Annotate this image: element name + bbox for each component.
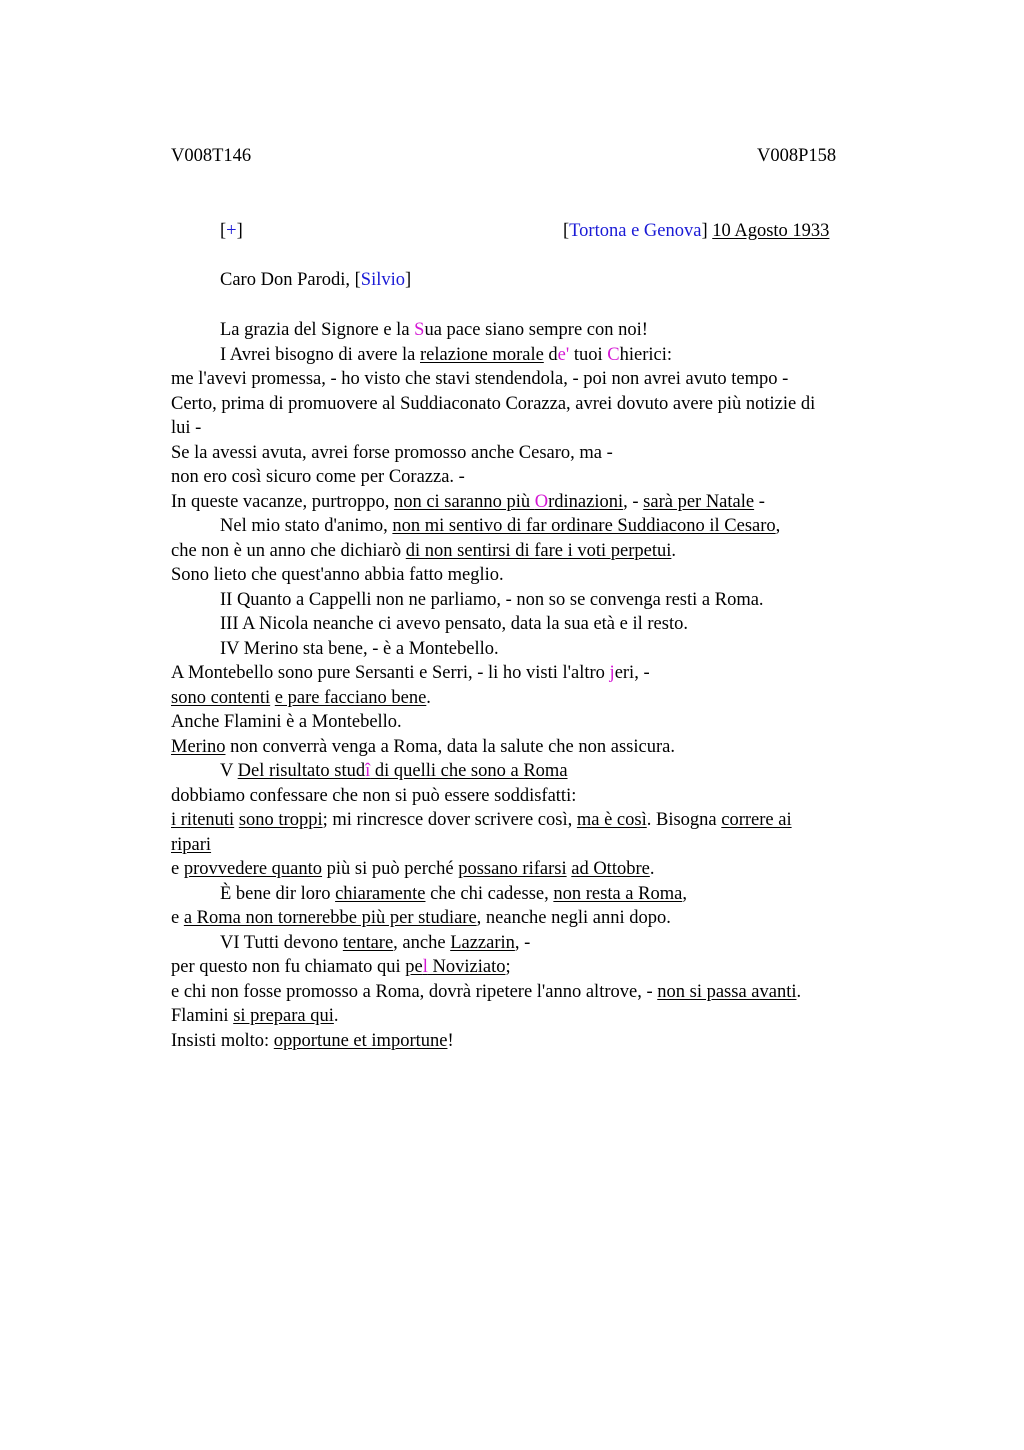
- letter-line: Flamini si prepara qui.: [171, 1006, 339, 1026]
- letter-date: 10 Agosto 1933: [712, 221, 830, 241]
- plus-link[interactable]: +: [226, 221, 237, 241]
- letter-line: Anche Flamini è a Montebello.: [171, 712, 402, 732]
- letter-line: Merino non converrà venga a Roma, data la salute che non assicura.: [171, 736, 675, 757]
- letter-line: Nel mio stato d'animo, non mi sentivo di far ordinare Suddiacono il Cesaro,: [220, 516, 781, 536]
- letter-line: lui -: [171, 418, 202, 438]
- letter-line: V Del risultato studî di quelli che sono a Roma: [220, 761, 568, 781]
- document-code-right: V008P158: [757, 146, 837, 166]
- letter-line: II Quanto a Cappelli non ne parliamo, - non so se convenga resti a Roma.: [220, 589, 764, 610]
- letter-line: dobbiamo confessare che non si può essere soddisfatti:: [171, 785, 577, 806]
- letter-line: VI Tutti devono tentare, anche Lazzarin, -: [220, 932, 531, 953]
- place-date-line: [Tortona e Genova] 10 Agosto 1933: [563, 221, 830, 241]
- letter-line: La grazia del Signore e la Sua pace siano sempre con noi!: [220, 320, 648, 340]
- plus-marker: [+]: [220, 221, 243, 241]
- letter-line: III A Nicola neanche ci avevo pensato, data la sua età e il resto.: [220, 614, 688, 634]
- letter-line: Certo, prima di promuovere al Suddiaconato Corazza, avrei dovuto avere più notizie di: [171, 393, 816, 414]
- place-link[interactable]: Tortona e Genova: [569, 221, 702, 241]
- salutation-name-link[interactable]: Silvio: [360, 270, 406, 290]
- letter-line: I Avrei bisogno di avere la relazione morale de' tuoi Chierici:: [220, 344, 672, 365]
- salutation: Caro Don Parodi, [Silvio]: [220, 270, 412, 290]
- letter-line: me l'avevi promessa, - ho visto che stavi stendendola, - poi non avrei avuto tempo -: [171, 369, 789, 389]
- letter-line: In queste vacanze, purtroppo, non ci saranno più Ordinazioni, - sarà per Natale -: [171, 491, 765, 512]
- letter-line: e chi non fosse promosso a Roma, dovrà ripetere l'anno altrove, - non si passa avanti.: [171, 981, 802, 1002]
- letter-line: A Montebello sono pure Sersanti e Serri, - li ho visti l'altro jeri, -: [171, 663, 650, 683]
- document-code-left: V008T146: [171, 146, 252, 166]
- letter-line: IV Merino sta bene, - è a Montebello.: [220, 638, 499, 659]
- letter-line: ripari: [171, 834, 212, 855]
- letter-line: i ritenuti sono troppi; mi rincresce dover scrivere così, ma è così. Bisogna correre ai: [171, 810, 792, 830]
- letter-line: Se la avessi avuta, avrei forse promosso anche Cesaro, ma -: [171, 442, 613, 463]
- letter-line: per questo non fu chiamato qui pel Noviziato;: [171, 957, 511, 977]
- letter-line: Sono lieto che quest'anno abbia fatto meglio.: [171, 565, 504, 585]
- letter-body: [171, 318, 901, 1053]
- letter-line: sono contenti e pare facciano bene.: [171, 687, 431, 708]
- letter-line: e a Roma non tornerebbe più per studiare, neanche negli anni dopo.: [171, 908, 671, 928]
- letter-line: Insisti molto: opportune et importune!: [171, 1030, 454, 1051]
- letter-line: e provvedere quanto più si può perché possano rifarsi ad Ottobre.: [171, 859, 655, 879]
- letter-line: che non è un anno che dichiarò di non sentirsi di fare i voti perpetui.: [171, 540, 677, 561]
- letter-line: non ero così sicuro come per Corazza. -: [171, 467, 465, 487]
- letter-line: È bene dir loro chiaramente che chi cadesse, non resta a Roma,: [220, 883, 687, 904]
